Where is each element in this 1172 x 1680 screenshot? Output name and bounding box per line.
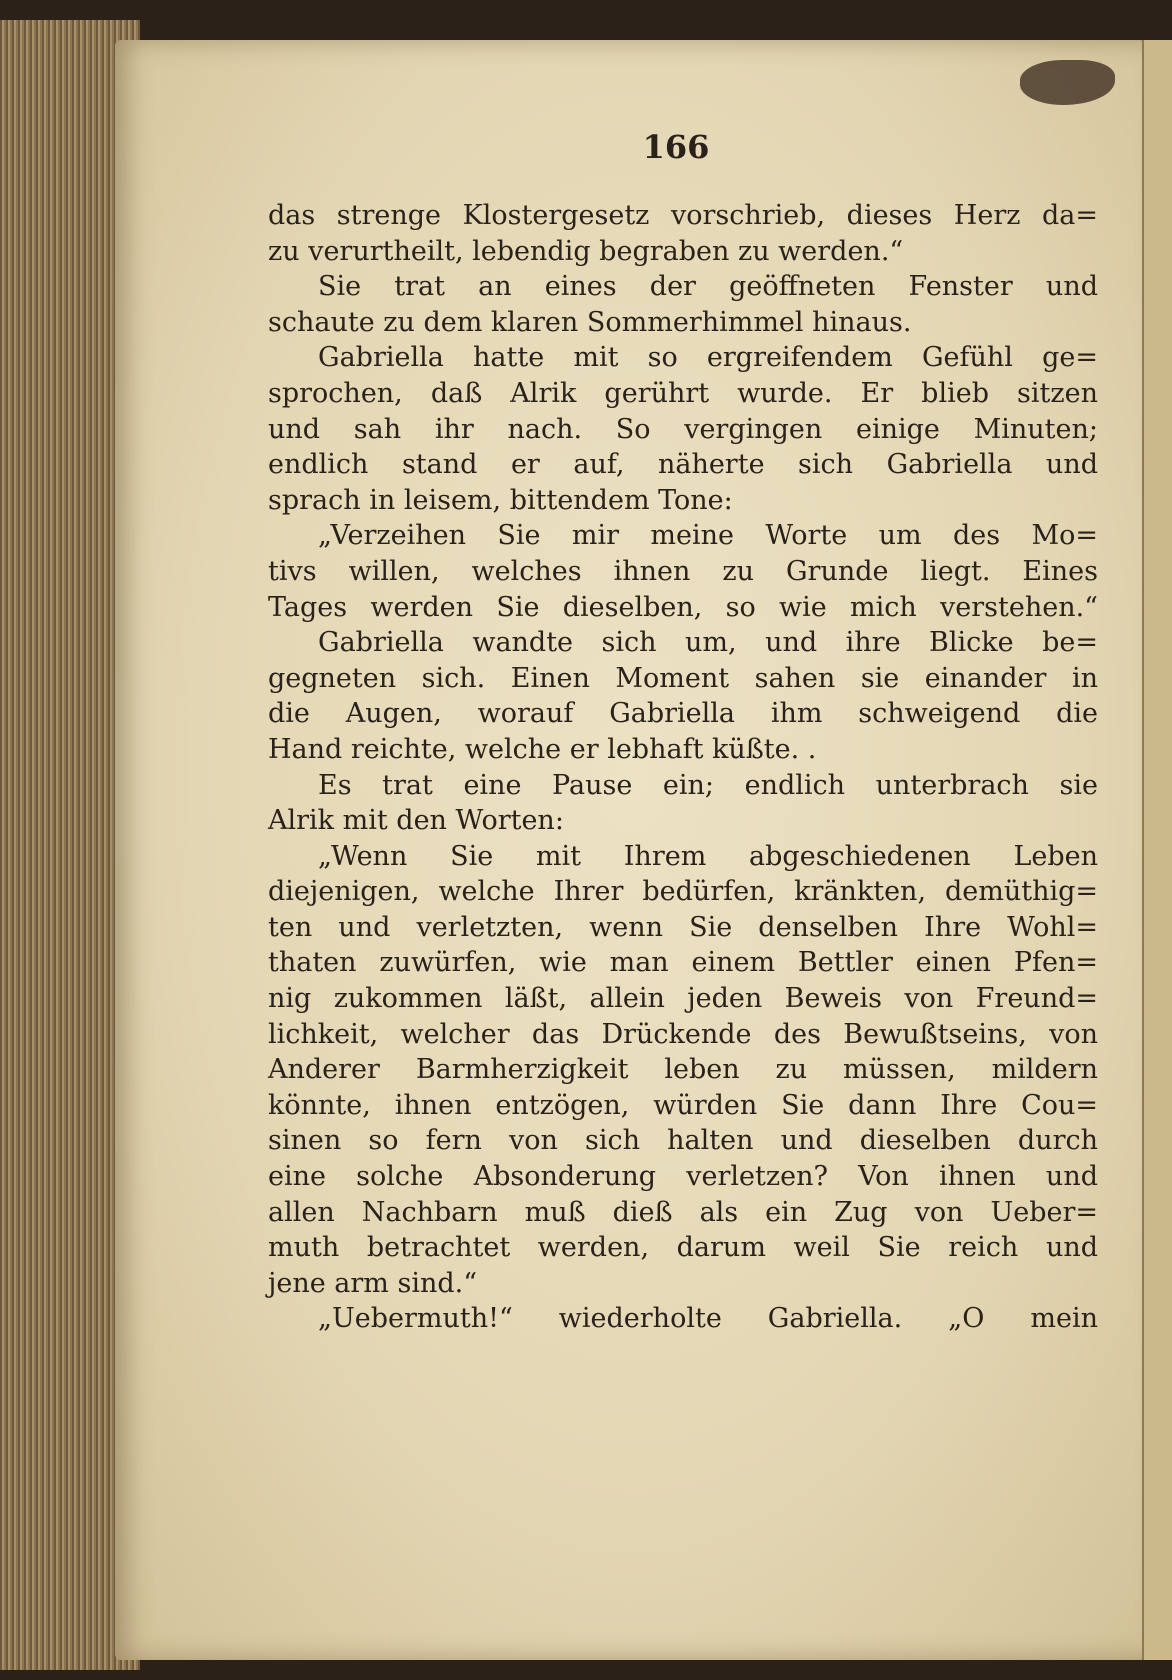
facing-page-edge: [1142, 40, 1172, 1660]
text-line: allen Nachbarn muß dieß als ein Zug von Ueber=: [268, 1196, 1098, 1228]
text-line: lichkeit, welcher das Drückende des Bewußtseins, von: [268, 1018, 1098, 1050]
text-line: sinen so fern von sich halten und dieselben durch: [268, 1125, 1098, 1157]
body-text: [268, 198, 1098, 1337]
text-line: „Verzeihen Sie mir meine Worte um des Mo=: [318, 520, 1098, 552]
text-line: Alrik mit den Worten:: [268, 805, 564, 837]
text-line: tivs willen, welches ihnen zu Grunde liegt. Eines: [268, 555, 1098, 587]
text-line: Gabriella wandte sich um, und ihre Blicke be=: [318, 627, 1098, 659]
text-line: nig zukommen läßt, allein jeden Beweis von Freund=: [268, 983, 1098, 1015]
text-line: schaute zu dem klaren Sommerhimmel hinaus.: [268, 306, 912, 338]
text-line: Hand reichte, welche er lebhaft küßte. .: [268, 733, 817, 765]
text-line: thaten zuwürfen, wie man einem Bettler einen Pfen=: [268, 947, 1098, 979]
text-line: jene arm sind.“: [268, 1267, 478, 1299]
text-line: sprochen, daß Alrik gerührt wurde. Er blieb sitzen: [268, 377, 1098, 409]
text-line: „Uebermuth!“ wiederholte Gabriella. „O mein: [318, 1303, 1098, 1335]
text-line: Es trat eine Pause ein; endlich unterbrach sie: [318, 769, 1098, 801]
text-line: endlich stand er auf, näherte sich Gabriella und: [268, 449, 1098, 481]
text-line: Sie trat an eines der geöffneten Fenster und: [318, 271, 1098, 303]
text-line: ten und verletzten, wenn Sie denselben Ihre Wohl=: [268, 911, 1098, 943]
text-line: die Augen, worauf Gabriella ihm schweigend die: [268, 698, 1098, 730]
text-line: muth betrachtet werden, darum weil Sie reich und: [268, 1232, 1098, 1264]
page-number: 166: [642, 128, 710, 166]
text-line: und sah ihr nach. So vergingen einige Minuten;: [268, 413, 1098, 445]
text-line: eine solche Absonderung verletzen? Von ihnen und: [268, 1161, 1098, 1193]
text-line: zu verurtheilt, lebendig begraben zu werden.“: [268, 235, 904, 267]
text-line: das strenge Klostergesetz vorschrieb, dieses Herz da=: [268, 200, 1098, 231]
text-line: Anderer Barmherzigkeit leben zu müssen, mildern: [268, 1054, 1098, 1086]
text-line: könnte, ihnen entzögen, würden Sie dann Ihre Cou=: [268, 1089, 1098, 1121]
text-line: „Wenn Sie mit Ihrem abgeschiedenen Leben: [318, 840, 1098, 872]
text-line: Tages werden Sie dieselben, so wie mich verstehen.“: [268, 591, 1098, 623]
text-line: Gabriella hatte mit so ergreifendem Gefühl ge=: [318, 342, 1098, 374]
text-line: sprach in leisem, bittendem Tone:: [268, 484, 733, 516]
text-line: diejenigen, welche Ihrer bedürfen, kränkten, demüthig=: [268, 876, 1098, 908]
text-line: gegneten sich. Einen Moment sahen sie einander in: [268, 662, 1098, 694]
